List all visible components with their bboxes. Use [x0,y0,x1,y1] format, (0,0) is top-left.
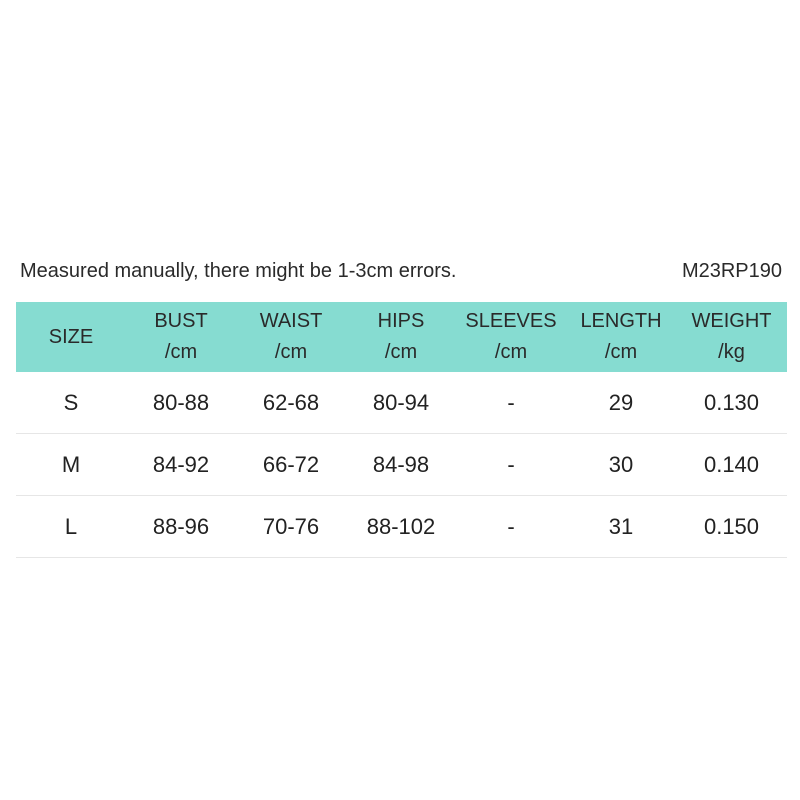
header-bust [126,306,236,368]
header-unit: /cm [604,341,638,363]
header-label: SIZE [48,325,94,348]
header-label: LENGTH [580,310,662,332]
cell-bust: 84-92 [152,451,210,477]
cell-bust: 80-88 [152,389,210,415]
table-row [16,434,787,496]
header-size [16,322,126,353]
table-row [16,496,787,558]
header-label: HIPS [377,310,425,332]
cell-hips: 88-102 [366,513,436,539]
header-unit: /cm [494,341,528,363]
header-label: SLEEVES [465,310,557,332]
cell-sleeves: - [507,389,515,415]
caption-row [20,256,782,286]
cell-weight: 0.150 [703,513,760,539]
header-unit: /kg [718,341,745,363]
cell-sleeves: - [507,513,515,539]
header-length [566,306,676,368]
header-hips [346,306,456,368]
cell-weight: 0.130 [703,389,760,415]
cell-hips: 80-94 [372,389,430,415]
product-code: M23RP190 [681,259,782,282]
size-chart-table [16,302,787,558]
cell-sleeves: - [507,451,515,477]
cell-length: 29 [608,389,634,415]
cell-length: 30 [608,451,634,477]
cell-hips: 84-98 [372,451,430,477]
cell-waist: 62-68 [262,389,320,415]
table-row [16,372,787,434]
cell-size: M [61,451,81,477]
header-label: WAIST [259,310,323,332]
header-sleeves [456,306,566,368]
table-header-row [16,302,787,372]
header-label: WEIGHT [691,310,772,332]
cell-waist: 66-72 [262,451,320,477]
cell-waist: 70-76 [262,513,320,539]
header-waist [236,306,346,368]
cell-length: 31 [608,513,634,539]
header-weight [676,306,787,368]
header-unit: /cm [274,341,308,363]
cell-size: L [64,513,78,539]
header-unit: /cm [164,341,198,363]
cell-size: S [63,389,79,415]
header-label: BUST [154,310,208,332]
cell-weight: 0.140 [703,451,760,477]
cell-bust: 88-96 [152,513,210,539]
measurement-note: Measured manually, there might be 1-3cm errors. [20,259,457,282]
header-unit: /cm [384,341,418,363]
